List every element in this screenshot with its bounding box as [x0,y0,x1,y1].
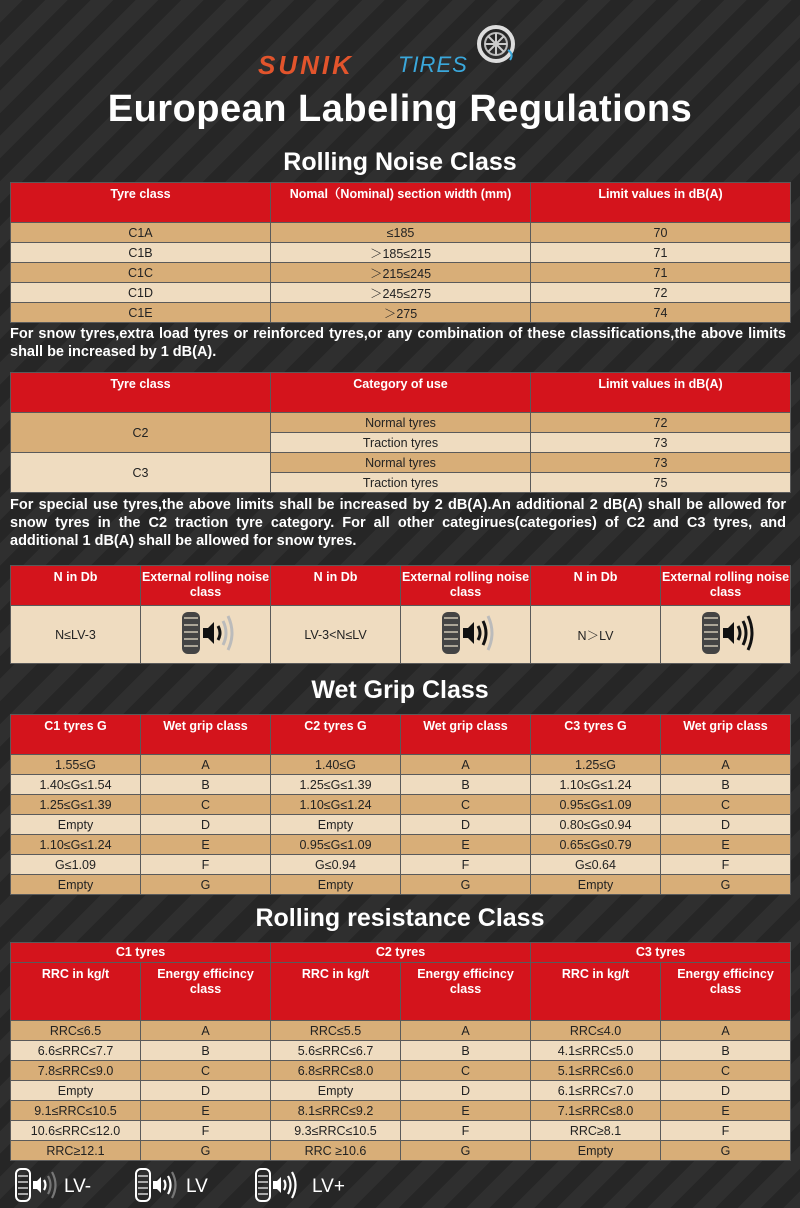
header-c1-g: C1 tyres G [11,715,141,755]
header-limit-values: Limit values in dB(A) [531,373,791,413]
wet-grip-rows [11,755,791,895]
cell-c3: C3 [11,453,271,493]
header-rrc: RRC in kg/t [271,963,401,1021]
cell: F [141,855,271,875]
cell: Empty [271,1081,401,1101]
noise-table-c2-c3 [10,372,791,493]
legend-item-lv-minus [14,1167,92,1203]
logo-brand: SUNIK [258,50,354,80]
cell: 71 [531,263,791,283]
cell: 1.25≤G≤1.39 [11,795,141,815]
cell: E [401,1101,531,1121]
cell: ＞215≤245 [271,263,531,283]
cell: G [141,1141,271,1161]
cell: 74 [531,303,791,323]
cell: 0.80≤G≤0.94 [531,815,661,835]
cell: 73 [531,453,791,473]
cell: C [141,1061,271,1081]
cell: Traction tyres [271,433,531,453]
table-row [11,223,791,243]
cell: Traction tyres [271,473,531,493]
header-energy-class: Energy efficincy class [401,963,531,1021]
legend-item-lv [134,1167,208,1203]
cell: G [661,1141,791,1161]
cell: Empty [11,875,141,895]
cell: C [401,1061,531,1081]
cell: G [401,1141,531,1161]
header-rrc: RRC in kg/t [531,963,661,1021]
cell: Empty [11,815,141,835]
header-external-noise: External rolling noise class [661,566,791,606]
cell: C [401,795,531,815]
cell: ＞185≤215 [271,243,531,263]
cell: RRC ≥10.6 [271,1141,401,1161]
table-row [11,1101,791,1121]
cell: 1.55≤G [11,755,141,775]
header-c3-g: C3 tyres G [531,715,661,755]
legend-label: LV [186,1176,208,1197]
cell: 72 [531,413,791,433]
cell: 1.40≤G≤1.54 [11,775,141,795]
cell: E [141,1101,271,1121]
cell: 7.1≤RRC≤8.0 [531,1101,661,1121]
wheel-icon [476,24,516,64]
cell: 6.1≤RRC≤7.0 [531,1081,661,1101]
header-c2-g: C2 tyres G [271,715,401,755]
noise-heading: Rolling Noise Class [283,148,517,176]
cell: C [661,1061,791,1081]
cell: 6.6≤RRC≤7.7 [11,1041,141,1061]
cell: D [661,815,791,835]
table-row [11,815,791,835]
cell: B [141,1041,271,1061]
cell: RRC≤4.0 [531,1021,661,1041]
table-row [11,835,791,855]
cell: D [141,1081,271,1101]
cell: D [401,815,531,835]
cell: A [141,1021,271,1041]
external-noise-table [10,565,791,664]
cell: C1C [11,263,271,283]
cell: B [661,775,791,795]
cell: E [401,835,531,855]
cell: F [661,855,791,875]
cell: 10.6≤RRC≤12.0 [11,1121,141,1141]
cell: E [661,835,791,855]
cell: C1E [11,303,271,323]
noise-3-bars-icon [254,1167,298,1203]
cell-c2: C2 [11,413,271,453]
cell: 71 [531,243,791,263]
cell: F [141,1121,271,1141]
table-row [11,1121,791,1141]
cell: A [661,755,791,775]
cell: Empty [271,875,401,895]
logo-tires: TIRES [398,52,468,77]
header-c3-tyres: C3 tyres [531,943,791,963]
noise-2-bars-icon [436,608,496,658]
cell: ≤185 [271,223,531,243]
cell: G≤0.94 [271,855,401,875]
cell: 4.1≤RRC≤5.0 [531,1041,661,1061]
rolling-resistance-table [10,942,791,1161]
cell: G [661,875,791,895]
cell: D [141,815,271,835]
header-energy-class: Energy efficincy class [661,963,791,1021]
cell: B [141,775,271,795]
cell: Empty [531,875,661,895]
table-row [11,453,791,473]
table-row [11,1021,791,1041]
cell: 8.1≤RRC≤9.2 [271,1101,401,1121]
header-tyre-class: Tyre class [11,183,271,223]
cell: 1.40≤G [271,755,401,775]
cell: 1.25≤G [531,755,661,775]
header-n-in-db: N in Db [11,566,141,606]
noise-1-bar-icon [176,608,236,658]
wet-grip-heading: Wet Grip Class [311,676,489,704]
cell: D [401,1081,531,1101]
cell: F [661,1121,791,1141]
header-wet-grip-class: Wet grip class [141,715,271,755]
wet-grip-table [10,714,791,895]
cell: A [141,755,271,775]
cell: G≤0.64 [531,855,661,875]
table-row [11,243,791,263]
cell: 73 [531,433,791,453]
cell: Empty [271,815,401,835]
table-row [11,1141,791,1161]
cell: F [401,855,531,875]
noise-2-bars-icon [134,1167,178,1203]
cell: RRC≤6.5 [11,1021,141,1041]
cell: 1.10≤G≤1.24 [531,775,661,795]
header-wet-grip-class: Wet grip class [401,715,531,755]
cell: G≤1.09 [11,855,141,875]
header-category: Category of use [271,373,531,413]
rolling-resistance-rows [11,1021,791,1161]
cell: RRC≥8.1 [531,1121,661,1141]
sunik-tires-logo [258,30,528,80]
header-tyre-class: Tyre class [11,373,271,413]
cell: 1.10≤G≤1.24 [11,835,141,855]
table-row [11,795,791,815]
table-row [11,855,791,875]
cell: 0.65≤G≤0.79 [531,835,661,855]
cell: E [141,835,271,855]
cell: G [401,875,531,895]
cell: 6.8≤RRC≤8.0 [271,1061,401,1081]
table-row [11,1061,791,1081]
cell: B [661,1041,791,1061]
cell: 5.1≤RRC≤6.0 [531,1061,661,1081]
cell: 7.8≤RRC≤9.0 [11,1061,141,1081]
noise-note-1: For snow tyres,extra load tyres or reinforced tyres,or any combination of these classifications,the above limits shall be increased by 1 dB(A). [10,326,786,360]
table-row [11,1041,791,1061]
noise-1-bar-icon [14,1167,58,1203]
table-row [11,1081,791,1101]
table-row [11,606,791,664]
header-rrc: RRC in kg/t [11,963,141,1021]
cell: C [141,795,271,815]
cell: E [661,1101,791,1121]
cell: C1D [11,283,271,303]
header-energy-class: Energy efficincy class [141,963,271,1021]
header-external-noise: External rolling noise class [401,566,531,606]
noise-icon-cell [661,606,791,664]
cell: C1B [11,243,271,263]
cell: 72 [531,283,791,303]
cell: A [401,755,531,775]
header-n-in-db: N in Db [531,566,661,606]
cell: Normal tyres [271,413,531,433]
cell: G [141,875,271,895]
cell: LV-3<N≤LV [271,606,401,664]
cell: ＞275 [271,303,531,323]
header-external-noise: External rolling noise class [141,566,271,606]
noise-3-bars-icon [696,608,756,658]
table-row [11,755,791,775]
legend-label: LV- [64,1176,92,1197]
cell: Empty [11,1081,141,1101]
cell: A [661,1021,791,1041]
rolling-resistance-heading: Rolling resistance Class [255,904,545,932]
cell: 70 [531,223,791,243]
noise-icon-cell [401,606,531,664]
header-wet-grip-class: Wet grip class [661,715,791,755]
table-row [11,283,791,303]
header-section-width: Nomal（Nominal) section width (mm) [271,183,531,223]
cell: N＞LV [531,606,661,664]
cell: C [661,795,791,815]
cell: N≤LV-3 [11,606,141,664]
cell: B [401,775,531,795]
legend-label: LV+ [312,1176,345,1197]
cell: F [401,1121,531,1141]
cell: A [401,1021,531,1041]
legend-item-lv-plus [254,1167,345,1203]
header-limit-values: Limit values in dB(A) [531,183,791,223]
cell: 9.1≤RRC≤10.5 [11,1101,141,1121]
cell: RRC≤5.5 [271,1021,401,1041]
table-row [11,775,791,795]
cell: C1A [11,223,271,243]
cell: Normal tyres [271,453,531,473]
cell: 1.10≤G≤1.24 [271,795,401,815]
cell: RRC≥12.1 [11,1141,141,1161]
cell: 0.95≤G≤1.09 [271,835,401,855]
cell: 5.6≤RRC≤6.7 [271,1041,401,1061]
table-row [11,413,791,433]
page-title: European Labeling Regulations [107,88,693,130]
cell: ＞245≤275 [271,283,531,303]
cell: 1.25≤G≤1.39 [271,775,401,795]
cell: B [401,1041,531,1061]
header-n-in-db: N in Db [271,566,401,606]
noise-table-c1 [10,182,791,323]
table-row [11,303,791,323]
cell: Empty [531,1141,661,1161]
cell: D [661,1081,791,1101]
noise-icon-cell [141,606,271,664]
header-c2-tyres: C2 tyres [271,943,531,963]
header-c1-tyres: C1 tyres [11,943,271,963]
cell: 0.95≤G≤1.09 [531,795,661,815]
cell: 9.3≤RRC≤10.5 [271,1121,401,1141]
cell: 75 [531,473,791,493]
table-row [11,875,791,895]
noise-note-2: For special use tyres,the above limits shall be increased by 2 dB(A).An additional 2 dB(A) shall be allowed for snow tyres in the C2 traction tyre category. For all other categirues(categories) of C2 and C3 tyres, and additional 1 dB(A) shall be allowed for snow tyres. [10,497,786,549]
table-row [11,263,791,283]
